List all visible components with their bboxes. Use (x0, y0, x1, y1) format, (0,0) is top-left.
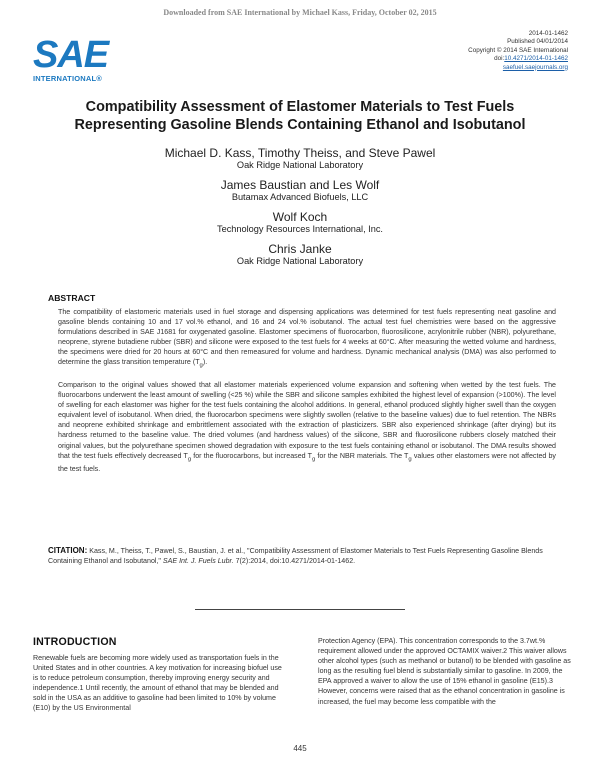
citation-details: 7(2):2014, doi:10.4271/2014-01-1462. (233, 557, 356, 565)
paper-metadata (468, 30, 568, 72)
sae-logo-mark: SAE (33, 34, 109, 76)
copyright: Copyright © 2014 SAE International (468, 46, 568, 54)
author-names: James Baustian and Les Wolf (220, 178, 380, 192)
introduction-left-column: Renewable fuels are becoming more widely used as transportation fuels in the United States and in other countries. A key motivation for increasing biofuel use is to reduce petroleum consumption, thereby improving energy security and independence.1 Until recently, the amount of ethanol that may be blended and sold in the USA as an additive to gasoline had been limited to 10% by volume (E10) by the US Environmental (33, 654, 282, 713)
author-group (40, 242, 560, 267)
title-line-1: Compatibility Assessment of Elastomer Materials to Test Fuels (85, 99, 515, 115)
author-group (40, 178, 560, 203)
author-affiliation: Butamax Advanced Biofuels, LLC (231, 192, 369, 202)
citation-label: CITATION: (48, 546, 88, 555)
page-number: 445 (293, 744, 307, 753)
abstract-heading: ABSTRACT (48, 293, 96, 303)
author-group (40, 210, 560, 235)
paper-title (40, 98, 560, 134)
paper-number: 2014-01-1462 (528, 30, 568, 37)
author-names: Wolf Koch (272, 210, 328, 224)
introduction-heading: INTRODUCTION (33, 636, 117, 648)
published-date: Published 04/01/2014 (507, 38, 568, 46)
introduction-right-column: Protection Agency (EPA). This concentration corresponds to the 3.7wt.% requirement allowed under the approved OCTAMIX waiver.2 This waiver allows other alcohol types (such as methanol or butanol) to be blended with gasoline as long as the resulting fuel blend is substantially similar to gasoline. In 2009, the EPA approved a waiver to allow the use of 15% ethanol in gasoline (E15).3 However, concerns were raised that as the ethanol concentration in gasoline is increased, the fuel may become less compatible with the (318, 637, 571, 706)
author-names: Michael D. Kass, Timothy Theiss, and Steve Pawel (164, 146, 436, 160)
abstract-section (48, 293, 556, 483)
abstract-paragraph-2: Comparison to the original values showed that all elastomer materials experienced volume expansion and softening when wetted by the test fuels. The fluorocarbons underwent the least amount of swelling (<25 %) while the SBR and silicone samples exhibited the highest level of expansion (>100%). The level of swelling for each elastomer was higher for the test fuels containing the alcohol additions. In general, ethanol produced slightly higher swell than the oxygen equivalent level of isobutanol. When dried, the fluorocarbon specimens were slightly swollen (relative to the baseline values) due to fuel retention. The NBRs and neoprene exhibited shrinkage and embrittlement associated with the extraction of plasticizers. SBR also experienced shrinkage (after drying) but its hardness returned to the baseline value. The dried volumes (and hardness values) of the silicone, SBR and fluorosilicone rubbers closely matched their original values, but the polyurethane specimen showed degradation with exposure to the test fuels containing ethanol or isobutanol. The DMA results showed that the test fuels effectively decreased $T_g$ for the fluorocarbons, but increased $T_g$ for the NBR materials. The $T_g$ values other elastomers were not affected by the test fuels. (58, 380, 556, 474)
sae-logo (33, 36, 123, 86)
section-divider (195, 609, 405, 610)
download-note: Downloaded from SAE International by Michael Kass, Friday, October 02, 2015 (163, 8, 437, 17)
sae-logo-subtitle: INTERNATIONAL (33, 74, 97, 83)
journal-link[interactable]: saefuel.saejournals.org (502, 63, 568, 71)
citation (48, 546, 558, 566)
author-affiliation: Oak Ridge National Laboratory (236, 160, 364, 170)
abstract-paragraph-1: The compatibility of elastomeric materials used in fuel storage and dispensing applications was determined for test fuels representing neat gasoline and gasoline blends containing 10 and 17 vol.% ethanol, and 16 and 24 vol.% isobutanol. The actual test fuel chemistries were based on the aggressive formulations described in SAE J1681 for oxygenated gasoline. Elastomer specimens of fluorocarbon, fluorosilicone, acrylonitrile rubber (NBR), polyurethane, neoprene, styrene butadiene rubber (SBR) and silicone were exposed to the test fuels for 4 weeks at 60°C. After measuring the wetted volume and hardness, the specimens were dried for 20 hours at 60°C and then remeasured for volume and hardness. Dynamic mechanical analysis (DMA) was also performed to determine the glass transition temperature $(T_g)$. (58, 308, 556, 369)
title-line-2: Representing Gasoline Blends Containing Ethanol and Isobutanol (74, 117, 526, 133)
doi-link[interactable]: 10.4271/2014-01-1462 (504, 55, 568, 63)
author-affiliation: Technology Resources International, Inc. (217, 224, 383, 234)
citation-journal: SAE Int. J. Fuels Lubr. (162, 557, 234, 565)
sae-logo-tm: ® (96, 74, 103, 83)
doi-prefix: doi: (494, 55, 505, 63)
author-names: Chris Janke (268, 242, 332, 256)
author-group (40, 146, 560, 171)
author-affiliation: Oak Ridge National Laboratory (236, 256, 364, 266)
author-list (40, 146, 560, 274)
citation-text: Kass, M., Theiss, T., Pawel, S., Baustian, J. et al., "Compatibility Assessment of Elastomer Materials to Test Fuels Representing Gasoline Blends Containing Ethanol and Isobutanol," (48, 547, 543, 565)
